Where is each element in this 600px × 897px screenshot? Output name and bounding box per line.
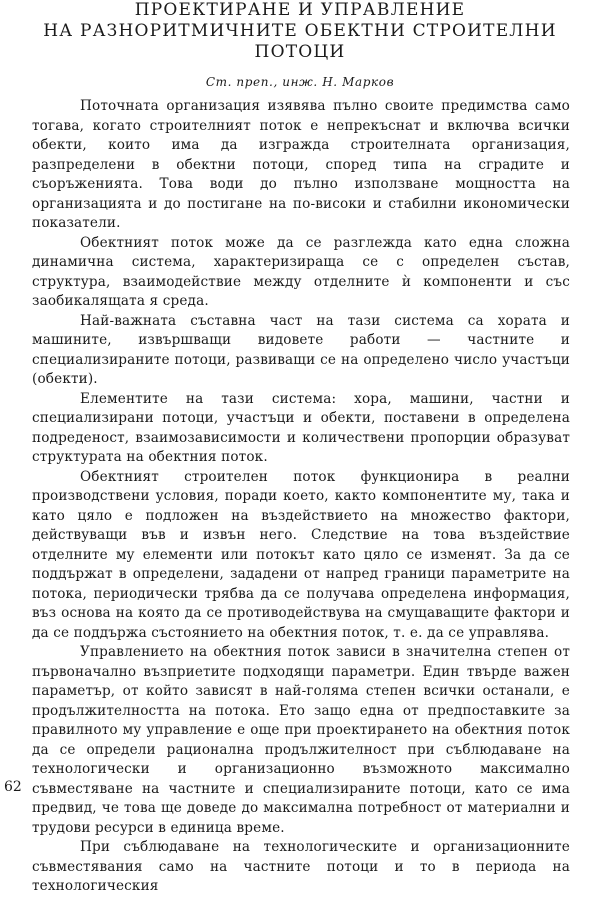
article-body xyxy=(32,97,570,897)
paragraph: При съблюдаване на технологическите и организационните съвместявания само на частните потоци и то в периода на технологическия xyxy=(32,839,570,894)
article-author: Ст. преп., инж. Н. Марков xyxy=(205,75,395,89)
paragraph: Поточната организация изявява пълно своите предимства само тогава, когато строителният поток е непрекъснат и включва всички обекти, които има да изгражда строителната организация, разпределени в обектни потоци, според типа на сградите и съоръженията. Това води до пълно използване мощността на организацията и до постигане на по-високи и стабилни икономически показатели. xyxy=(32,98,570,231)
paragraph: Управлението на обектния поток зависи в значителна степен от първоначално възприетите подходящи параметри. Един твърде важен параметър, от който зависят в най-голяма степен всички останали, е продължителността на потока. Ето защо една от предпоставките за правилното му управление е още при проектирането на обектния поток да се определи рационална продължителност при съблюдаване на технологически и организационно възможното максимално съвместяване на частните и специализираните потоци, като се има предвид, че това ще доведе до максимална потребност от материални и трудови ресурси в единица време. xyxy=(32,644,570,836)
paragraph: Обектният поток може да се разглежда като една сложна динамична система, характеризираща се с определен състав, структура, взаимодействие между отделните ѝ компоненти и със заобикалящата я среда. xyxy=(32,234,570,309)
article-title-line-2: НА РАЗНОРИТМИЧНИТЕ ОБЕКТНИ СТРОИТЕЛНИ ПОТОЦИ xyxy=(43,21,557,62)
article-title-line-1: ПРОЕКТИРАНЕ И УПРАВЛЕНИЕ xyxy=(134,0,466,20)
paragraph: Обектният строителен поток функционира в реални производствени условия, поради което, както компонентите му, така и като цяло е подложен на въздействието на множество фактори, действуващи във и извън него. Следствие на това въздействие отделните му елементи или потокът като цяло се изменят. За да се поддържат в определени, зададени от напред граници параметрите на потока, периодически трябва да се получава определена информация, въз основа на която да се противодействува на смущаващите фактори и да се поддържа състоянието на обектния поток, т. е. да се управлява. xyxy=(32,468,570,641)
paragraph: Елементите на тази система: хора, машини, частни и специализирани потоци, участъци и обекти, поставени в определена подредeност, взаимозависимости и количествени пропорции образуват структурата на обектния поток. xyxy=(32,390,570,465)
paragraph: Най-важната съставна част на тази система са хората и машините, извършващи видовете работи — частните и специализираните потоци, развиващи се на определено число участъци (обекти). xyxy=(32,312,570,387)
page-number: 62 xyxy=(4,779,22,795)
